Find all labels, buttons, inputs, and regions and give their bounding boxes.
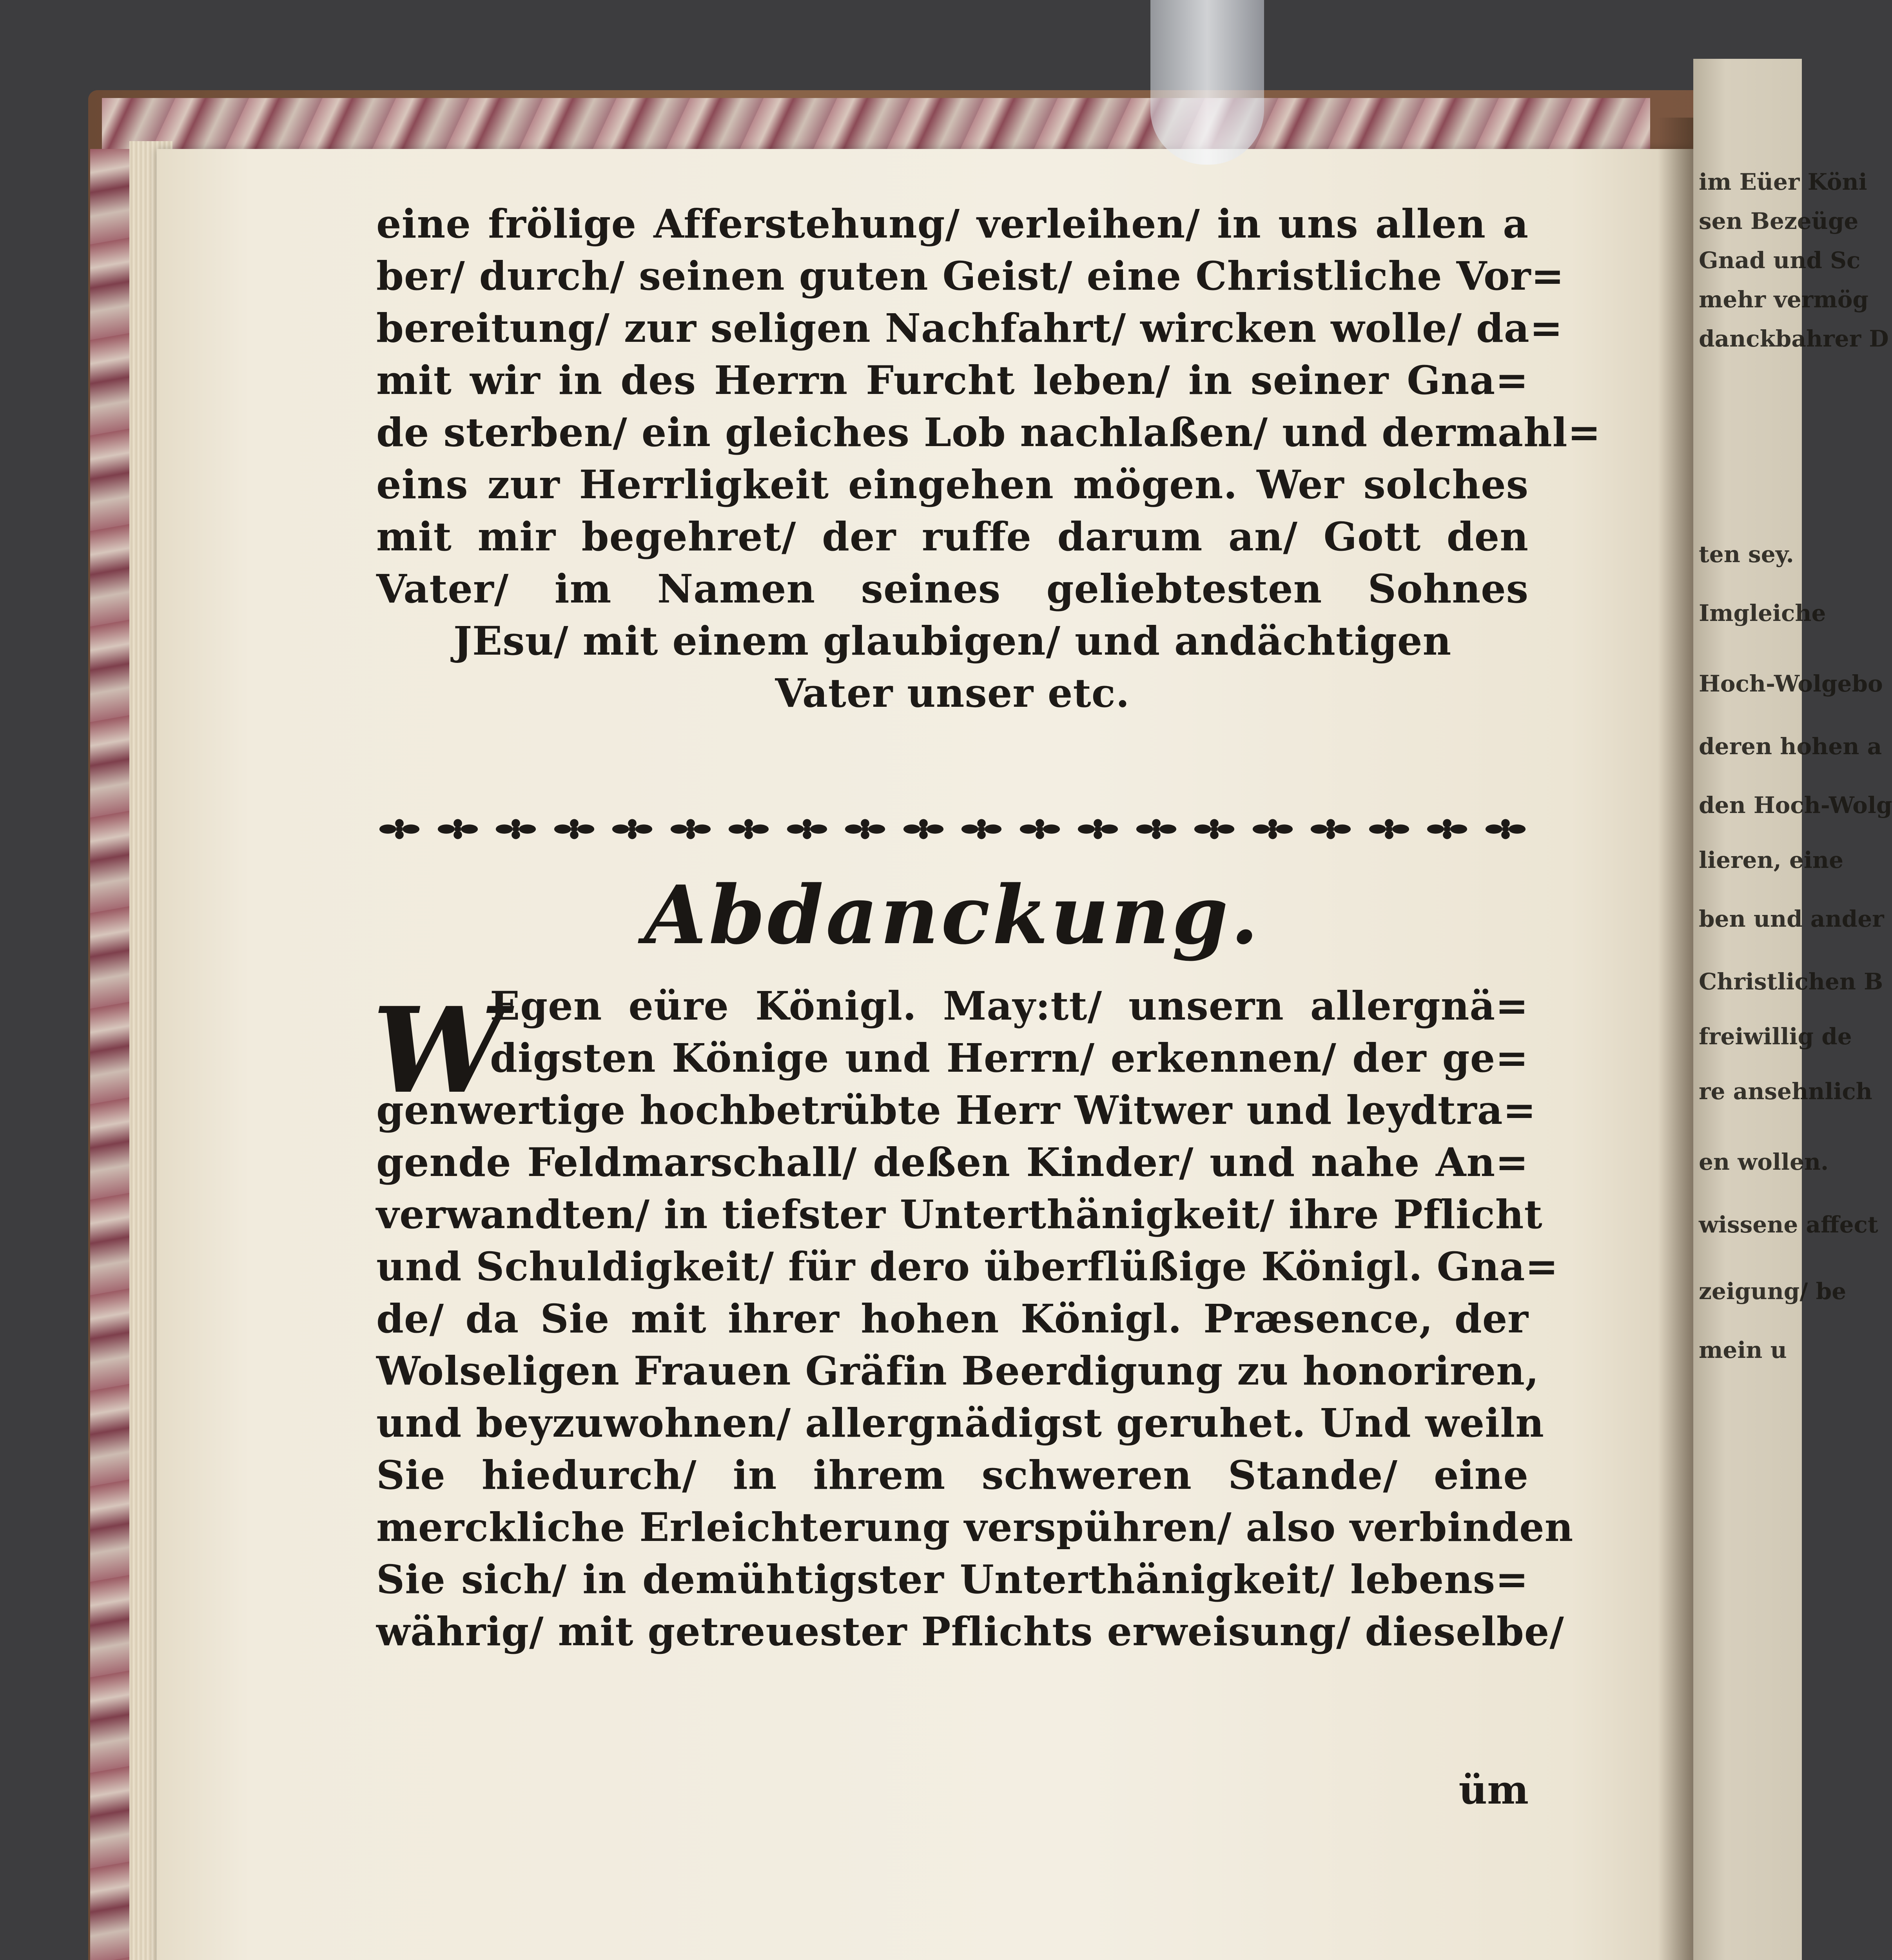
fleuron-ornament [958, 815, 1005, 843]
fleuron-ornament [784, 815, 830, 843]
fleuron-ornament [842, 815, 888, 843]
facing-line: deren hohen a [1699, 733, 1882, 760]
fleuron-ornament [1191, 815, 1237, 843]
fleuron-ornament [1075, 815, 1121, 843]
text-line: JEsu/ mit einem glaubigen/ und andächtigen [453, 618, 1452, 664]
facing-line: lieren, eine [1699, 847, 1843, 873]
text-line: ber/ durch/ seinen guten Geist/ eine Christliche Vor= [376, 253, 1565, 299]
text-line: Egen eüre Königl. May:tt/ unsern allergnä= [490, 983, 1529, 1029]
text-line: und Schuldigkeit/ für dero überflüßige Königl. Gna= [376, 1243, 1559, 1290]
fleuron-ornament [493, 815, 539, 843]
text-line: Vater/ im Namen seines geliebtesten Sohnes [376, 566, 1529, 612]
page-gutter [1658, 118, 1693, 1960]
text-line: genwertige hochbetrübte Herr Witwer und leydtra= [376, 1087, 1536, 1133]
fleuron-ornament [1482, 815, 1529, 843]
facing-line: mehr vermög [1699, 286, 1868, 313]
text-line: währig/ mit getreuester Pflichts erweisung/ dieselbe/ [376, 1608, 1564, 1655]
section-heading: Abdanckung. [644, 868, 1261, 962]
facing-line: re ansehnlich [1699, 1078, 1872, 1105]
facing-line: sen Bezeüge [1699, 208, 1859, 234]
facing-line: freiwillig de [1699, 1023, 1852, 1050]
fleuron-ornament [1017, 815, 1063, 843]
fleuron-ornament [1366, 815, 1412, 843]
fleuron-ornament [1308, 815, 1354, 843]
text-line: eins zur Herrligkeit eingehen mögen. Wer solches [376, 461, 1529, 508]
fleuron-ornament [1133, 815, 1179, 843]
fleuron-ornament [1424, 815, 1470, 843]
fleuron-ornament [435, 815, 481, 843]
text-line: verwandten/ in tiefster Unterthänigkeit/ ihre Pflicht [376, 1191, 1543, 1238]
text-line: digsten Könige und Herrn/ erkennen/ der ge= [490, 1035, 1529, 1081]
fleuron-ornament [668, 815, 714, 843]
facing-line: ten sey. [1699, 541, 1794, 568]
text-line: gende Feldmarschall/ deßen Kinder/ und nahe An= [376, 1139, 1529, 1185]
facing-line: danckbahrer D [1699, 325, 1889, 352]
text-line: de/ da Sie mit ihrer hohen Königl. Præsence, der [376, 1296, 1529, 1342]
facing-line: mein u [1699, 1337, 1787, 1363]
text-line: und beyzuwohnen/ allergnädigst geruhet. Und weiln [376, 1400, 1544, 1446]
text-line: de sterben/ ein gleiches Lob nachlaßen/ und dermahl= [376, 409, 1601, 456]
text-line: mit mir begehret/ der ruffe darum an/ Gott den [376, 514, 1529, 560]
page-clip-top [1150, 0, 1264, 165]
text-line: Sie sich/ in demühtigster Unterthänigkeit/ lebens= [376, 1556, 1529, 1602]
speech-paragraph [376, 980, 1574, 1658]
facing-line: Christlichen B [1699, 968, 1883, 995]
decorated-initial: W [372, 981, 504, 1120]
facing-line: ben und ander [1699, 906, 1884, 932]
facing-line: wissene affect [1699, 1211, 1878, 1238]
text-line: mit wir in des Herrn Furcht leben/ in seiner Gna= [376, 357, 1529, 403]
facing-line: Gnad und Sc [1699, 247, 1861, 274]
fleuron-ornament [900, 815, 947, 843]
facing-line: en wollen. [1699, 1149, 1829, 1175]
text-line: Vater unser etc. [775, 670, 1130, 716]
facing-line: zeigung/ be [1699, 1278, 1847, 1305]
facing-page [1693, 59, 1892, 1960]
fleuron-ornament [609, 815, 655, 843]
catchword: üm [1458, 1767, 1529, 1813]
fleuron-ornament [726, 815, 772, 843]
marbled-edge-top [102, 98, 1650, 157]
text-line: Sie hiedurch/ in ihrem schweren Stande/ eine [376, 1452, 1529, 1498]
prayer-paragraph [376, 198, 1601, 719]
fleuron-ornament [376, 815, 423, 843]
facing-line: Imgleiche [1699, 600, 1826, 626]
fleuron-ornament [1250, 815, 1296, 843]
facing-line: Hoch-Wolgebo [1699, 670, 1883, 697]
fleuron-ornament [551, 815, 597, 843]
ornament-divider [376, 804, 1529, 855]
text-line: merckliche Erleichterung verspühren/ also verbinden [376, 1504, 1574, 1550]
text-line: Wolseligen Frauen Gräfin Beerdigung zu honoriren, [376, 1348, 1539, 1394]
text-line: bereitung/ zur seligen Nachfahrt/ wircken wolle/ da= [376, 305, 1563, 351]
text-line: eine frölige Afferstehung/ verleihen/ in uns allen a [376, 201, 1529, 247]
facing-line: im Eüer Köni [1699, 169, 1867, 195]
facing-line: den Hoch-Wolg [1699, 792, 1892, 818]
